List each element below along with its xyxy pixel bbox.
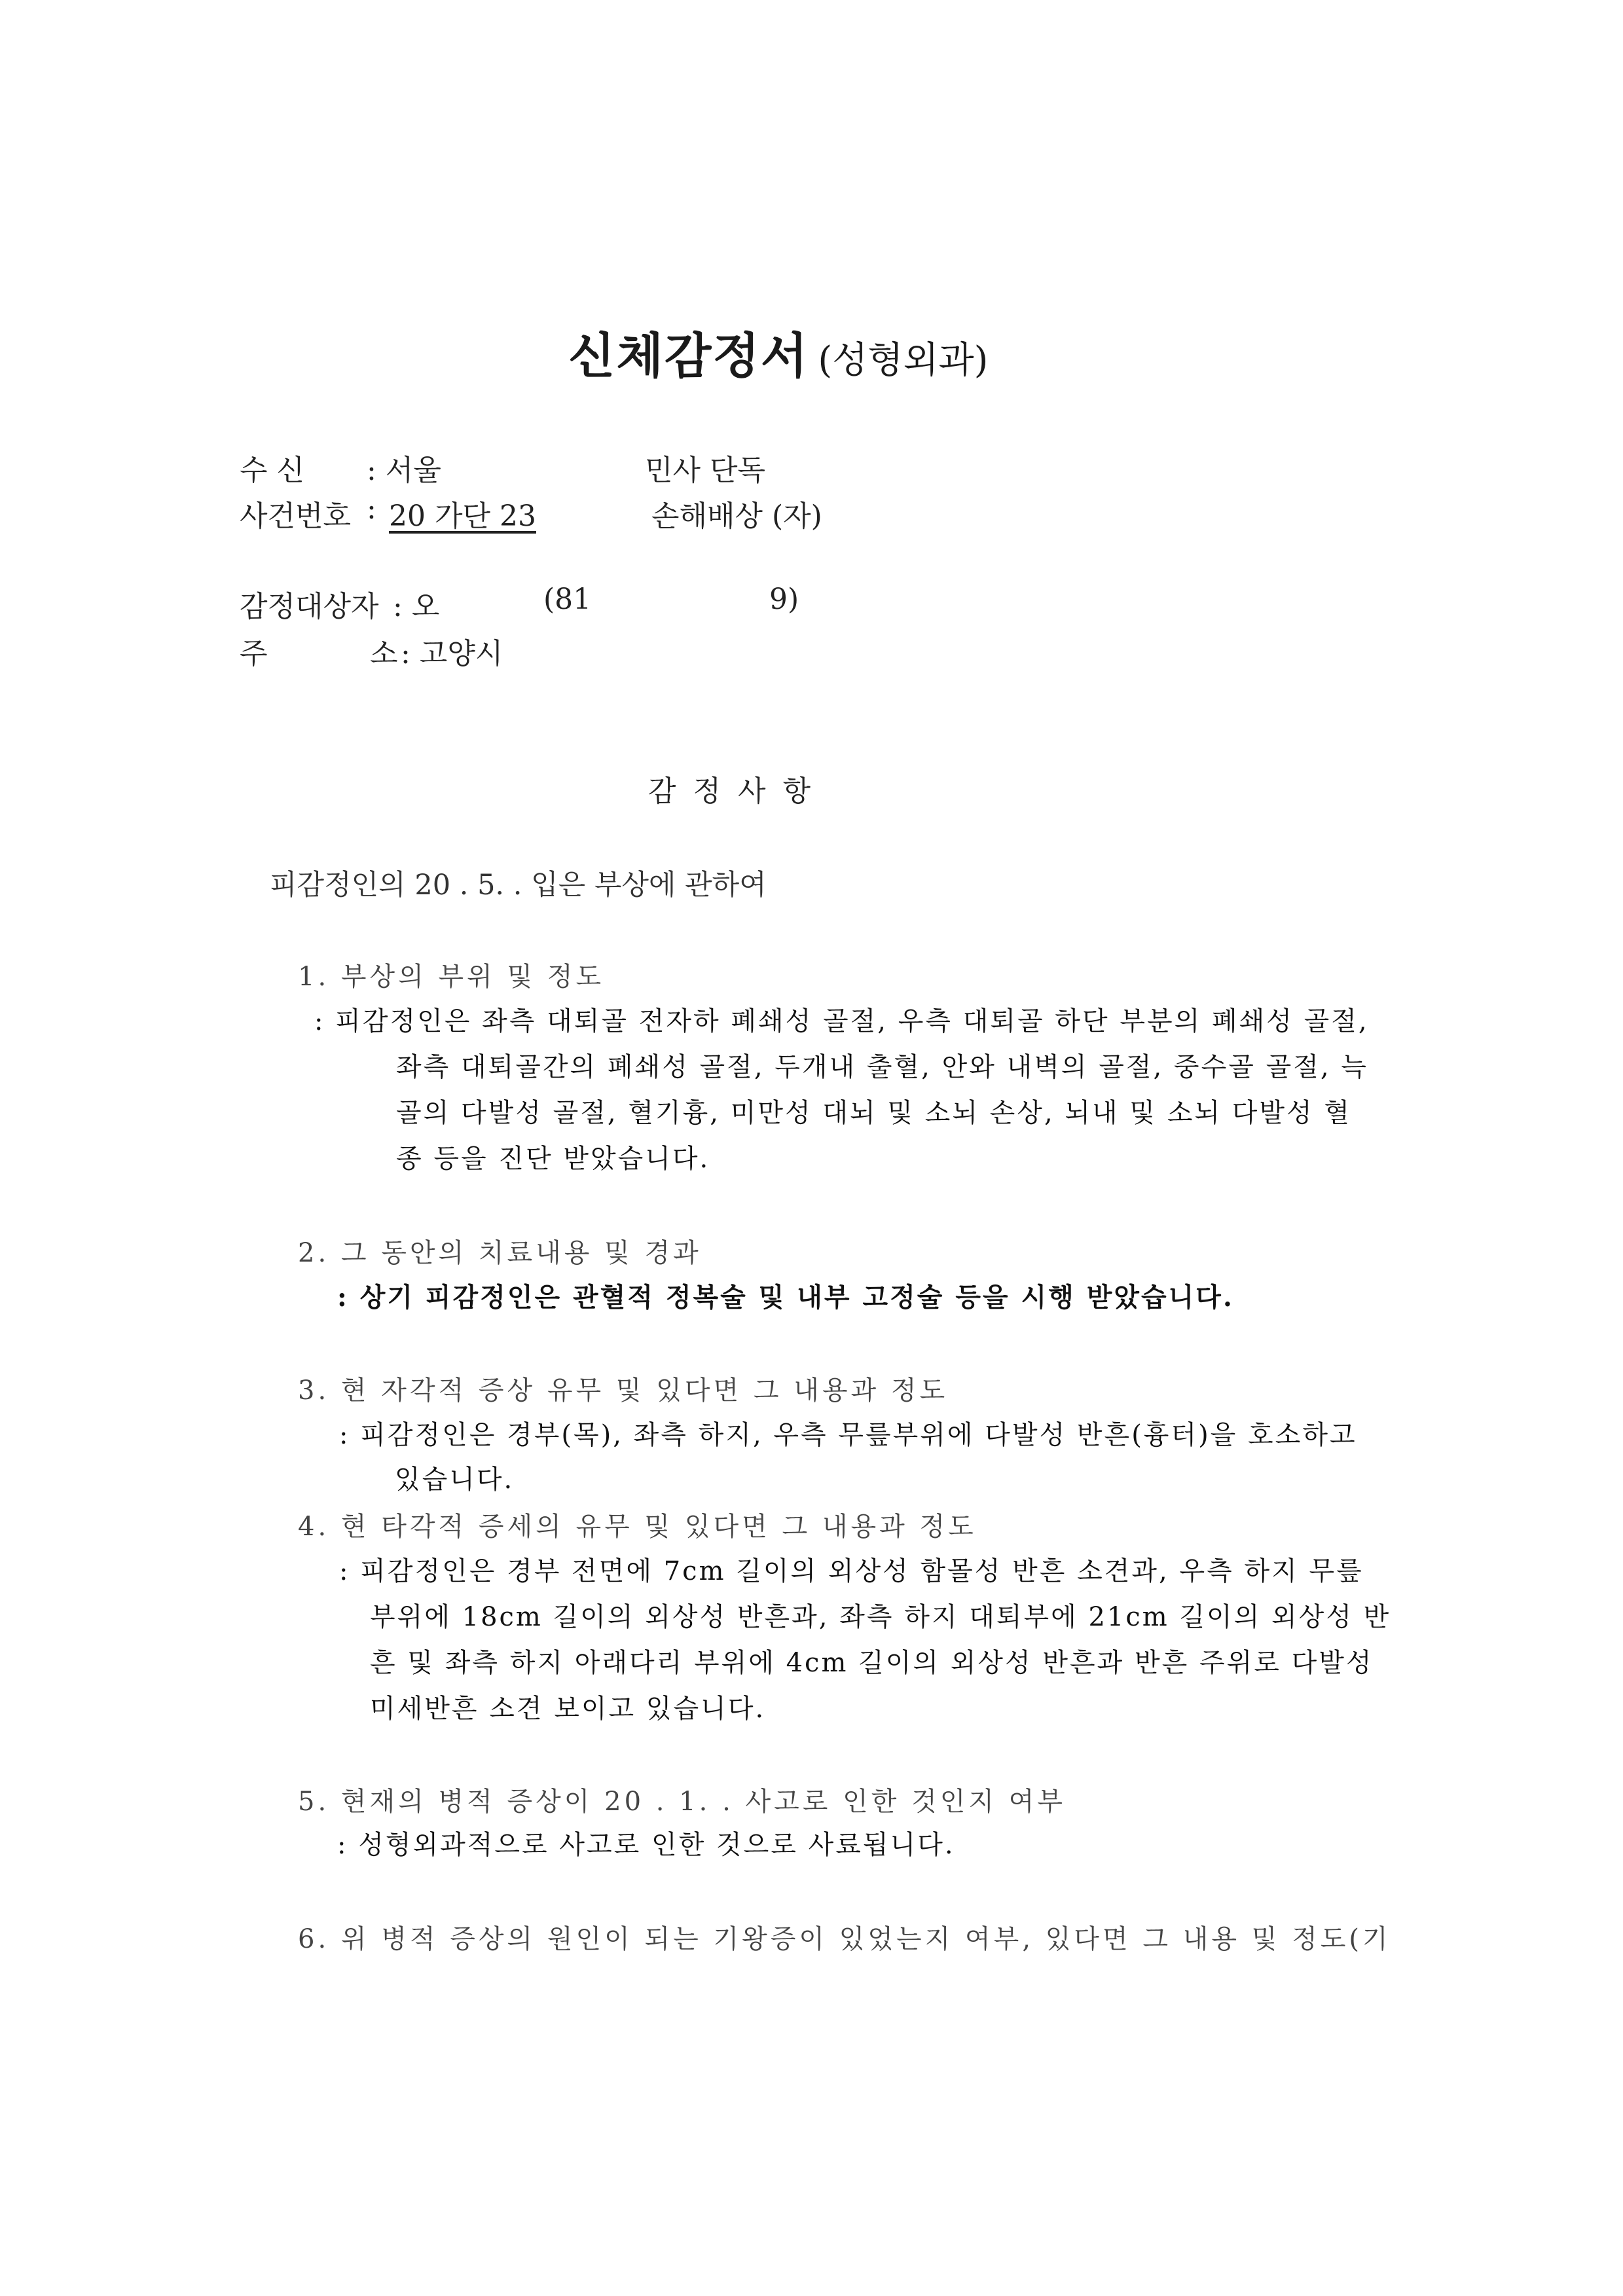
item-1-answer-line-3: 골의 다발성 골절, 혈기흉, 미만성 대뇌 및 소뇌 손상, 뇌내 및 소뇌 다발성 혈	[396, 1098, 1351, 1128]
address-label: 주	[240, 637, 268, 670]
subject-label: 감정대상자	[240, 590, 379, 623]
section-title: 감정사항	[648, 774, 828, 808]
item-1-answer-line-1: : 피감정인은 좌측 대퇴골 전자하 폐쇄성 골절, 우측 대퇴골 하단 부분의 폐쇄성 골절,	[314, 1006, 1369, 1036]
item-2-answer-line-1: : 상기 피감정인은 관혈적 정복술 및 내부 고정술 등을 시행 받았습니다.	[337, 1282, 1234, 1313]
address-label-tail: 소	[370, 637, 398, 670]
subject-id-open: (81	[543, 583, 592, 616]
item-4-question: 4. 현 타각적 증세의 유무 및 있다면 그 내용과 정도	[298, 1512, 977, 1542]
case-number: 20 가단 23	[389, 500, 536, 533]
subject-value: : 오	[393, 590, 440, 623]
item-3-question: 3. 현 자각적 증상 유무 및 있다면 그 내용과 정도	[298, 1376, 949, 1406]
item-2-question: 2. 그 동안의 치료내용 및 경과	[298, 1238, 702, 1268]
item-3-answer-line-1: : 피감정인은 경부(목), 좌측 하지, 우측 무릎부위에 다발성 반흔(흉터)을 호소하고	[339, 1420, 1357, 1450]
item-5-answer-line-1: : 성형외과적으로 사고로 인한 것으로 사료됩니다.	[337, 1830, 955, 1860]
title-sub: (성형외과)	[818, 339, 989, 382]
item-1-answer-line-2: 좌측 대퇴골간의 폐쇄성 골절, 두개내 출혈, 안와 내벽의 골절, 중수골 골절, 늑	[396, 1052, 1368, 1082]
item-6-question: 6. 위 병적 증상의 원인이 되는 기왕증이 있었는지 여부, 있다면 그 내용 및 정도(기	[298, 1924, 1391, 1954]
item-4-answer-line-2: 부위에 18cm 길이의 외상성 반흔과, 좌측 하지 대퇴부에 21cm 길이의 외상성 반	[370, 1602, 1391, 1632]
item-1-answer-line-4: 종 등을 진단 받았습니다.	[396, 1144, 710, 1174]
document-title	[568, 318, 989, 387]
item-4-answer-line-3: 흔 및 좌측 하지 아래다리 부위에 4cm 길이의 외상성 반흔과 반흔 주위로 다발성	[370, 1648, 1374, 1678]
item-5-question: 5. 현재의 병적 증상이 20 . 1. . 사고로 인한 것인지 여부	[298, 1787, 1067, 1817]
subject-id-close: 9)	[769, 583, 799, 616]
item-4-answer-line-4: 미세반흔 소견 보이고 있습니다.	[370, 1694, 766, 1724]
intro-line: 피감정인의 20 . 5. . 입은 부상에 관하여	[270, 869, 767, 902]
item-4-answer-line-1: : 피감정인은 경부 전면에 7cm 길이의 외상성 함몰성 반흔 소견과, 우측 하지 무릎	[339, 1556, 1364, 1586]
title-main: 신체감정서	[568, 328, 809, 384]
case-label: 사건번호	[240, 500, 352, 533]
item-1-question: 1. 부상의 부위 및 정도	[298, 962, 605, 992]
case-colon: :	[367, 492, 376, 526]
court-division: 민사 단독	[645, 454, 766, 487]
address-value: : 고양시	[401, 637, 503, 670]
case-type: 손해배상 (자)	[651, 500, 822, 533]
item-3-answer-line-2: 있습니다.	[395, 1465, 515, 1495]
recipient-label: 수 신	[240, 454, 304, 487]
recipient-value: : 서울	[367, 454, 441, 487]
